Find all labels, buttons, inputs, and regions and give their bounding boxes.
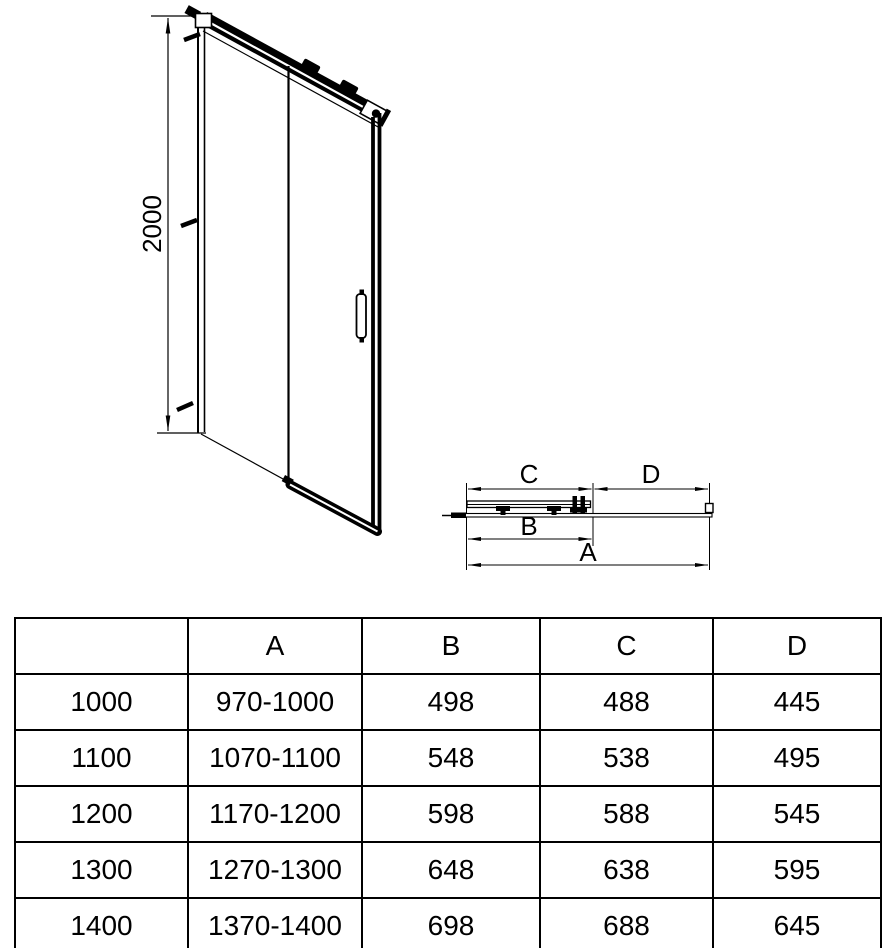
bottom-rail-highlight	[290, 485, 378, 532]
cell-c: 538	[540, 730, 713, 786]
cell-c: 688	[540, 898, 713, 948]
cell-d: 595	[713, 842, 881, 898]
roller-clamp-foot	[552, 511, 557, 515]
cell-c: 488	[540, 674, 713, 730]
bottom-rail	[290, 485, 378, 532]
rail-corner-cap	[196, 14, 212, 28]
dim-label-d: D	[641, 459, 661, 489]
cell-b: 548	[362, 730, 540, 786]
table-row	[15, 730, 881, 786]
fixed-panel-left-end	[451, 513, 466, 519]
roller-clamp-foot	[501, 511, 506, 515]
door-handle	[357, 290, 367, 343]
roller-clamp-icon	[496, 506, 510, 511]
table-row	[15, 842, 881, 898]
col-header-b: B	[362, 618, 540, 674]
cell-b: 698	[362, 898, 540, 948]
cell-d: 545	[713, 786, 881, 842]
fixed-panel-right-cap	[706, 504, 714, 513]
cell-b: 598	[362, 786, 540, 842]
cell-a: 1270-1300	[188, 842, 362, 898]
wall-bracket-icon	[177, 403, 193, 410]
cell-a: 970-1000	[188, 674, 362, 730]
cell-size: 1400	[15, 898, 188, 948]
wall-bracket-icon	[181, 220, 197, 226]
dim-label-c: C	[519, 459, 539, 489]
wall-brackets	[177, 34, 200, 410]
door-elevation	[137, 5, 391, 531]
col-header-d: D	[713, 618, 881, 674]
cell-size: 1300	[15, 842, 188, 898]
plan-door-assembly	[442, 496, 713, 518]
rail-band	[203, 12, 386, 123]
table-row	[15, 786, 881, 842]
cell-b: 498	[362, 674, 540, 730]
door-plan	[442, 459, 713, 570]
end-bracket-base	[570, 508, 587, 513]
dim-label-a: A	[579, 537, 597, 567]
handle-mount-top	[360, 290, 365, 296]
col-header-a: A	[188, 618, 362, 674]
table-header-row	[15, 618, 881, 674]
cell-c: 588	[540, 786, 713, 842]
cell-d: 495	[713, 730, 881, 786]
dim-label-b: B	[520, 511, 538, 541]
roller-clamp-icon	[547, 506, 561, 511]
cell-d: 645	[713, 898, 881, 948]
handle-mount-bottom	[360, 337, 365, 343]
dimensions-table	[14, 617, 882, 948]
cell-size: 1100	[15, 730, 188, 786]
fixed-panel-plan	[452, 514, 712, 518]
cell-a: 1370-1400	[188, 898, 362, 948]
handle-bar	[357, 294, 367, 338]
cell-size: 1000	[15, 674, 188, 730]
glass-top-edge	[203, 31, 380, 128]
cell-a: 1070-1100	[188, 730, 362, 786]
cell-d: 445	[713, 674, 881, 730]
height-dimension	[137, 16, 206, 433]
cell-size: 1200	[15, 786, 188, 842]
height-dimension-label: 2000	[137, 195, 167, 253]
col-header-c: C	[540, 618, 713, 674]
cell-b: 648	[362, 842, 540, 898]
rail-highlight	[206, 21, 384, 119]
table-row	[15, 898, 881, 948]
col-header-size	[15, 618, 188, 674]
cell-c: 638	[540, 842, 713, 898]
cell-a: 1170-1200	[188, 786, 362, 842]
table-row	[15, 674, 881, 730]
